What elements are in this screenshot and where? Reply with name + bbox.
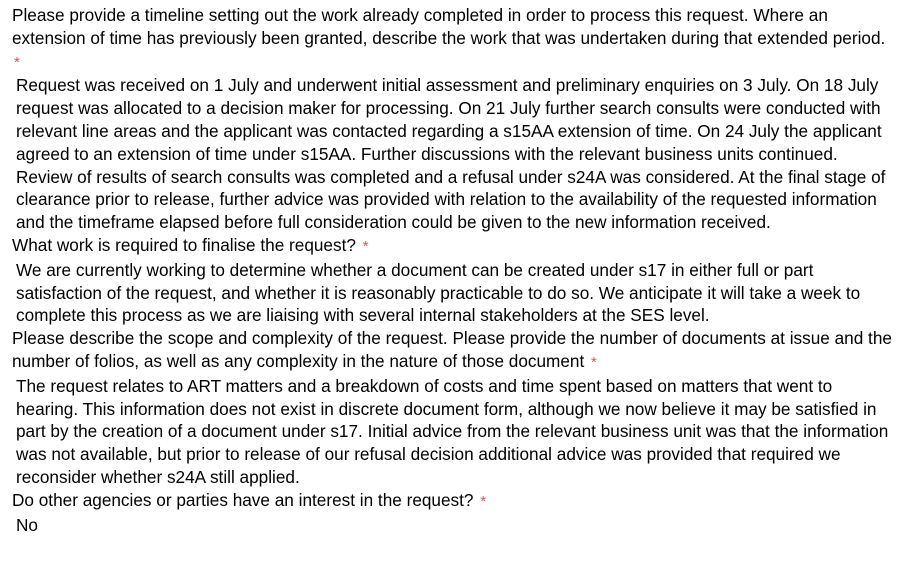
question-timeline-text: Please provide a timeline setting out the work already completed in order to process this request. Where an extension of time has previously been granted, describe the work that was undertaken during that extended period. [12,5,886,48]
required-marker: * [591,353,597,371]
required-marker: * [14,53,20,71]
answer-other-agencies: No [16,514,38,535]
question-work-required-text: What work is required to finalise the request? [12,234,356,255]
required-marker: * [480,492,487,510]
question-work-required [12,234,892,259]
answer-timeline: Request was received on 1 July and underwent initial assessment and preliminary enquiries on 3 July. On 18 July request was allocated to a decision maker for processing. On 21 July further search consults were conducted with relevant line areas and the applicant was contacted regarding a s15AA extension of time. On 24 July the applicant agreed to an extension of time under s15AA. Further discussions with the relevant business units continued. Review of results of search consults was completed and a refusal under s24A was considered. At the final stage of clearance prior to release, further advice was provided with relation to the availability of the requested information and the timeframe elapsed before full consideration could be given to the new information received. [16,75,886,233]
question-scope-complexity [12,327,892,375]
answer-scope-complexity: The request relates to ART matters and a breakdown of costs and time spent based on matters that went to hearing. This information does not exist in discrete document form, although we now believe it may be satisfied in part by the creation of a document under s17. Initial advice from the relevant business unit was that the information was not available, but prior to release of our refusal decision additional advice was provided that required we reconsider whether s24A still applied. [16,375,889,487]
question-other-agencies [12,489,892,514]
question-scope-complexity-text: Please describe the scope and complexity of the request. Please provide the number of documents at issue and the number of folios, as well as any complexity in the nature of those document [12,328,892,371]
required-marker: * [362,237,369,255]
question-timeline [12,4,892,74]
answer-work-required: We are currently working to determine whether a document can be created under s17 in either full or part satisfaction of the request, and whether it is reasonably practicable to do so. We anticipate it will take a week to complete this process as we are liaising with several internal stakeholders at the SES level. [16,259,861,326]
question-other-agencies-text: Do other agencies or parties have an interest in the request? [12,489,474,510]
